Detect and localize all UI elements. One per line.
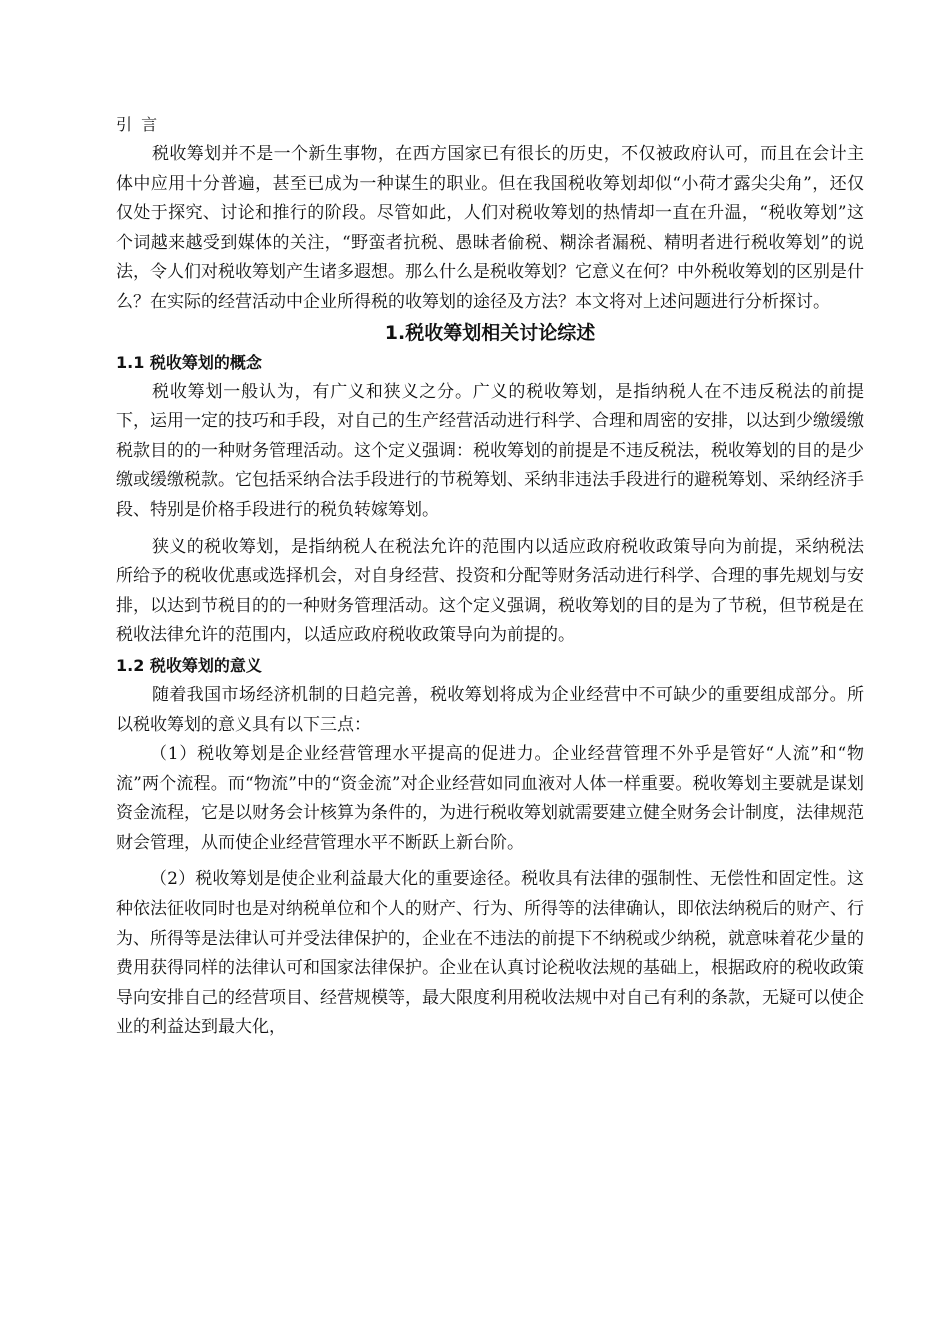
paragraph-significance-intro: 随着我国市场经济机制的日趋完善，税收筹划将成为企业经营中不可缺少的重要组成部分。所以税收筹划的意义具有以下三点： [116,684,864,735]
intro-heading: 引 言 [116,115,160,134]
section-title-concept: 1.1 税收筹划的概念 [116,352,262,372]
list-item-significance-1: （1）税收筹划是企业经营管理水平提高的促进力。企业经营管理不外乎是管好“人流”和“物流”两个流程。而“物流”中的“资金流”对企业经营如同血液对人体一样重要。税收筹划主要就是谋划资金流程，它是以财务会计核算为条件的，为进行税收筹划就需要建立健全财务会计制度，法律规范财会管理，从而使企业经营管理水平不断跃上新台阶。 [116,744,864,853]
intro-paragraph: 税收筹划并不是一个新生事物，在西方国家已有很长的历史，不仅被政府认可，而且在会计主体中应用十分普遍，甚至已成为一种谋生的职业。但在我国税收筹划却似“小荷才露尖尖角”，还仅仅处于探究、讨论和推行的阶段。尽管如此，人们对税收筹划的热情却一直在升温，“税收筹划”这个词越来越受到媒体的关注，“野蛮者抗税、愚昧者偷税、糊涂者漏税、精明者进行税收筹划”的说法，令人们对税收筹划产生诸多遐想。那么什么是税收筹划？它意义在何？中外税收筹划的区别是什么？在实际的经营活动中企业所得税的收筹划的途径及方法？本文将对上述问题进行分析探讨。 [116,144,864,312]
section-title-significance: 1.2 税收筹划的意义 [116,655,262,675]
paragraph-narrow-definition: 狭义的税收筹划，是指纳税人在税法允许的范围内以适应政府税收政策导向为前提，采纳税法所给予的税收优惠或选择机会，对自身经营、投资和分配等财务活动进行科学、合理的事先规划与安排，以达到节税目的的一种财务管理活动。这个定义强调，税收筹划的目的是为了节税，但节税是在税收法律允许的范围内，以适应政府税收政策导向为前提的。 [116,536,864,646]
chapter-title: 1.税收筹划相关讨论综述 [384,321,596,344]
list-item-significance-2: （2）税收筹划是使企业利益最大化的重要途径。税收具有法律的强制性、无偿性和固定性。这种依法征收同时也是对纳税单位和个人的财产、行为、所得等的法律确认，即依法纳税后的财产、行为、所得等是法律认可并受法律保护的，企业在不违法的前提下不纳税或少纳税，就意味着花少量的费用获得同样的法律认可和国家法律保护。企业在认真讨论税收法规的基础上，根据政府的税收政策导向安排自己的经营项目、经营规模等，最大限度利用税收法规中对自己有利的条款，无疑可以使企业的利益达到最大化， [116,869,864,1038]
paragraph-broad-definition: 税收筹划一般认为，有广义和狭义之分。广义的税收筹划，是指纳税人在不违反税法的前提下，运用一定的技巧和手段，对自己的生产经营活动进行科学、合理和周密的安排，以达到少缴缓缴税款目的的一种财务管理活动。这个定义强调：税收筹划的前提是不违反税法，税收筹划的目的是少缴或缓缴税款。它包括采纳合法手段进行的节税筹划、采纳非违法手段进行的避税筹划、采纳经济手段、特别是价格手段进行的税负转嫁筹划。 [116,381,864,520]
document-page [116,110,864,1043]
